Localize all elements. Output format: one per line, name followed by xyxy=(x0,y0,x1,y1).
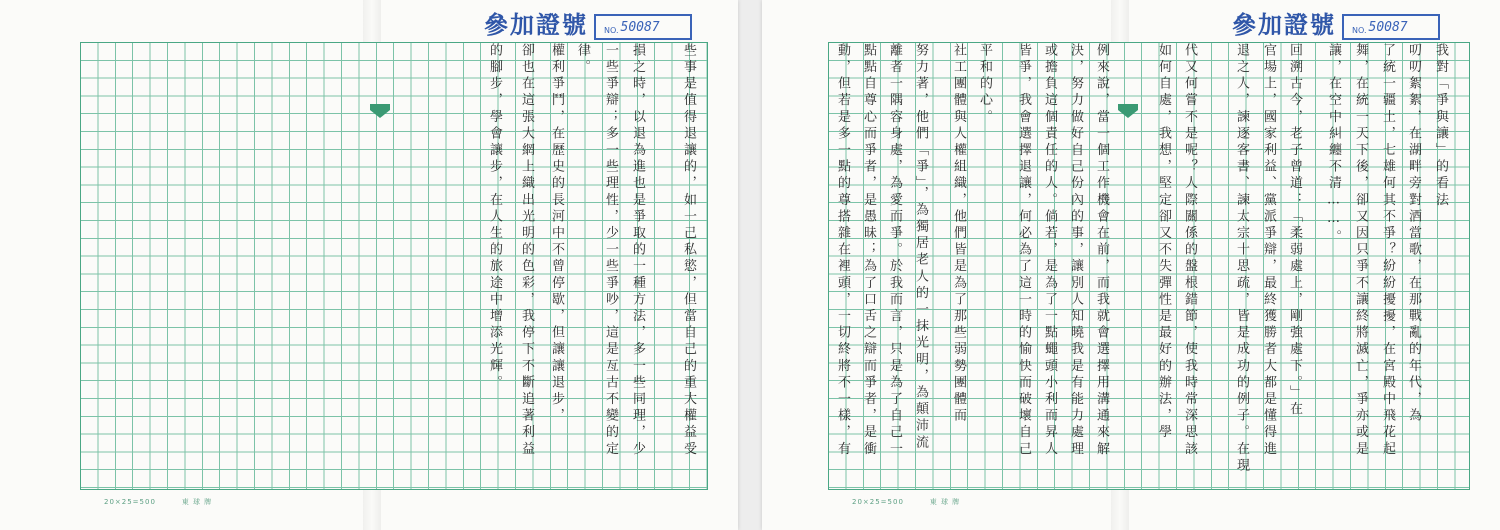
text-column: 平和的心。 xyxy=(977,43,992,126)
text-column: 或擔負這個責任的人。倘若，是為了一點蠅頭小利而昇人 xyxy=(1042,43,1057,458)
manuscript-page-left xyxy=(0,0,738,530)
text-column: 權利爭鬥，在歷史的長河中不曾停歇，但讓讓退步， xyxy=(549,43,564,425)
text-column: 律。 xyxy=(575,43,590,77)
text-column: 讓，在空中糾纏不清……。 xyxy=(1326,43,1341,247)
paper-size-label: 20×25=500 xyxy=(104,498,156,506)
text-column: 例來說，當一個工作機會在前，而我就會選擇用溝通來解 xyxy=(1094,43,1109,458)
stamp-number: 50087 xyxy=(1368,20,1408,35)
paper-maker-label: 東 球 牌 xyxy=(181,498,213,506)
manuscript-page-right xyxy=(762,0,1500,530)
stamp-title: 參加證號 xyxy=(484,10,588,39)
text-column: 叨叨絮絮，在湖畔旁對酒當歌，在那戰亂的年代，為 xyxy=(1406,43,1421,425)
essay-title: 我對「爭與讓」的看法 xyxy=(1433,43,1448,209)
stamp-number-box xyxy=(594,14,692,40)
stamp-title: 參加證號 xyxy=(1232,10,1336,39)
center-marker-icon xyxy=(370,110,390,118)
text-column xyxy=(1448,43,1468,489)
text-column: 動，但若是多一點的尊搭雜在裡頭，一切終將不一樣，有 xyxy=(835,43,850,458)
paper-size-label: 20×25=500 xyxy=(852,498,904,506)
entry-number-stamp xyxy=(484,10,692,40)
stamp-prefix: NO. xyxy=(604,26,619,35)
text-column: 皆爭，我會選擇退讓，何必為了這一時的愉快而破壞自己 xyxy=(1016,43,1031,458)
stamp-prefix: NO. xyxy=(1352,26,1367,35)
text-column: 官場上，國家利益、黨派爭辯，最終獲勝者大都是懂得進 xyxy=(1261,43,1276,458)
text-column xyxy=(1128,43,1148,489)
entry-number-stamp xyxy=(1232,10,1440,40)
text-column: 如何自處，我想，堅定卻又不失彈性是最好的辦法，學 xyxy=(1156,43,1171,442)
stamp-number-box xyxy=(1342,14,1440,40)
text-column: 損之時，以退為進也是爭取的一種方法，多一些同理，少 xyxy=(630,43,645,458)
text-column: 卻也在這張大網上織出光明的色彩，我停下不斷追著利益 xyxy=(519,43,534,458)
text-column: 一些爭辯；多一些理性，少一些爭吵，這是亙古不變的定 xyxy=(603,43,618,458)
text-column: 點點自尊心而爭者，是愚昧；為了口舌之辯而爭者，是衝 xyxy=(861,43,876,458)
text-column: 回溯古今，老子曾道：「柔弱處上，剛強處下。」在 xyxy=(1287,43,1302,419)
text-column: 了統一疆土，七雄何其不爭？紛紛擾擾，在宮殿中飛花起 xyxy=(1380,43,1395,458)
text-column: 些事是值得退讓的，如一己私慾，但當自己的重大權益受 xyxy=(681,43,696,458)
text-column: 努力著，他們「爭」，為獨居老人的一抹光明，為顛沛流 xyxy=(913,43,928,452)
text-column: 的腳步，學會讓步，在人生的旅途中增添光輝。 xyxy=(487,43,502,392)
text-column: 代又何嘗不是呢？人際關係的盤根錯節，使我時常深思該 xyxy=(1182,43,1197,458)
text-column: 舞，在統一天下後，卻又因只爭不讓終將滅亡，爭亦或是 xyxy=(1353,43,1368,458)
paper-maker-label: 東 球 牌 xyxy=(929,498,961,506)
stamp-number: 50087 xyxy=(620,20,660,35)
paper-footer xyxy=(104,497,212,507)
text-column: 社工團體與人權組織，他們皆是為了那些弱勢團體而 xyxy=(951,43,966,425)
text-column: 退之人，諫逐客書、諫太宗十思疏，皆是成功的例子。在現 xyxy=(1234,43,1249,475)
text-column: 決，努力做好自己份內的事，讓別人知曉我是有能力處理 xyxy=(1068,43,1083,458)
paper-footer xyxy=(852,497,960,507)
text-column: 離者一隅容身處，為愛而爭。於我而言，只是為了自己一 xyxy=(887,43,902,458)
